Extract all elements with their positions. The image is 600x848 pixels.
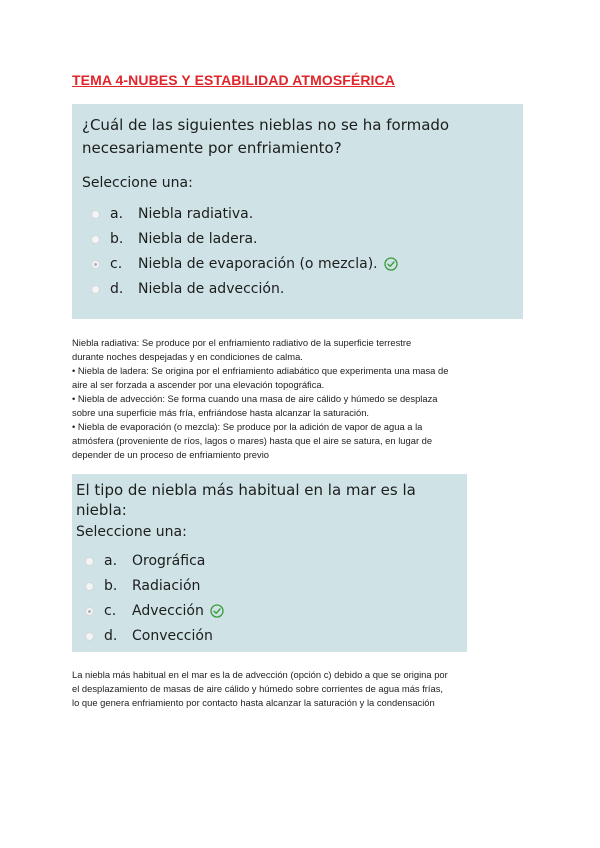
option-d[interactable] [91,277,284,301]
explanation-line: • Niebla de advección: Se forma cuando una masa de aire cálido y húmedo se desplaza [72,393,438,404]
option-b[interactable] [91,227,258,251]
explanation-line: • Niebla de evaporación (o mezcla): Se produce por la adición de vapor de agua a la [72,421,423,432]
explanation-line: durante noches despejadas y en condiciones de calma. [72,351,303,362]
explanation-line: el desplazamiento de masas de aire cálido y húmedo sobre corrientes de agua más frías, [72,683,444,694]
option-letter: b. [104,578,118,594]
quiz-question-2 [72,474,467,652]
option-label: Niebla de ladera. [138,231,258,247]
explanation-line: sobre una superficie más fría, enfriándose hasta alcanzar la saturación. [72,407,370,418]
explanation-line: depender de un proceso de enfriamiento previo [72,449,270,460]
radio-button-icon[interactable] [91,285,100,294]
option-letter: b. [110,231,124,247]
option-label: Niebla de evaporación (o mezcla). [138,256,378,272]
option-letter: c. [110,256,123,272]
option-a[interactable] [85,549,205,573]
option-label: Niebla radiativa. [138,206,254,222]
question-text: ¿Cuál de las siguientes nieblas no se ha formado necesariamente por enfriamiento? [82,116,450,157]
explanation-line: lo que genera enfriamiento por contacto hasta alcanzar la saturación y la condensación [72,697,435,708]
option-b[interactable] [85,574,200,598]
explanation-line: atmósfera (proveniente de ríos, lagos o mares) hasta que el aire se satura, en lugar de [72,435,433,446]
option-d[interactable] [85,624,213,648]
page-title: TEMA 4-NUBES Y ESTABILIDAD ATMOSFÉRICA [72,72,395,88]
explanation-1 [72,336,532,462]
select-label: Seleccione una: [82,175,193,191]
explanation-2 [72,668,532,710]
option-label: Orográfica [132,553,206,569]
radio-button-icon[interactable] [85,557,94,566]
explanation-line: • Niebla de ladera: Se origina por el enfriamiento adiabático que experimenta una masa de [72,365,449,376]
option-letter: a. [104,553,118,569]
radio-button-icon[interactable] [91,235,100,244]
radio-button-selected-icon[interactable] [85,607,94,616]
option-letter: d. [104,628,118,644]
check-circle-icon [384,257,398,271]
explanation-line: aire al ser forzada a ascender por una elevación topográfica. [72,379,325,390]
option-c[interactable] [85,599,224,623]
radio-button-selected-icon[interactable] [91,260,100,269]
option-c[interactable] [91,252,398,276]
option-letter: d. [110,281,124,297]
question-text: El tipo de niebla más habitual en la mar es la niebla: [76,481,416,519]
option-label: Niebla de advección. [138,281,285,297]
option-label: Radiación [132,578,201,594]
explanation-line: La niebla más habitual en el mar es la de advección (opción c) debido a que se origina por [72,669,448,680]
option-letter: c. [104,603,117,619]
radio-button-icon[interactable] [85,632,94,641]
option-a[interactable] [91,202,253,226]
quiz-question-1 [72,104,523,319]
explanation-line: Niebla radiativa: Se produce por el enfriamiento radiativo de la superficie terrestre [72,337,412,348]
option-letter: a. [110,206,124,222]
select-label: Seleccione una: [76,524,187,540]
radio-button-icon[interactable] [85,582,94,591]
radio-button-icon[interactable] [91,210,100,219]
option-label: Convección [132,628,213,644]
check-circle-icon [210,604,224,618]
option-label: Advección [132,603,204,619]
